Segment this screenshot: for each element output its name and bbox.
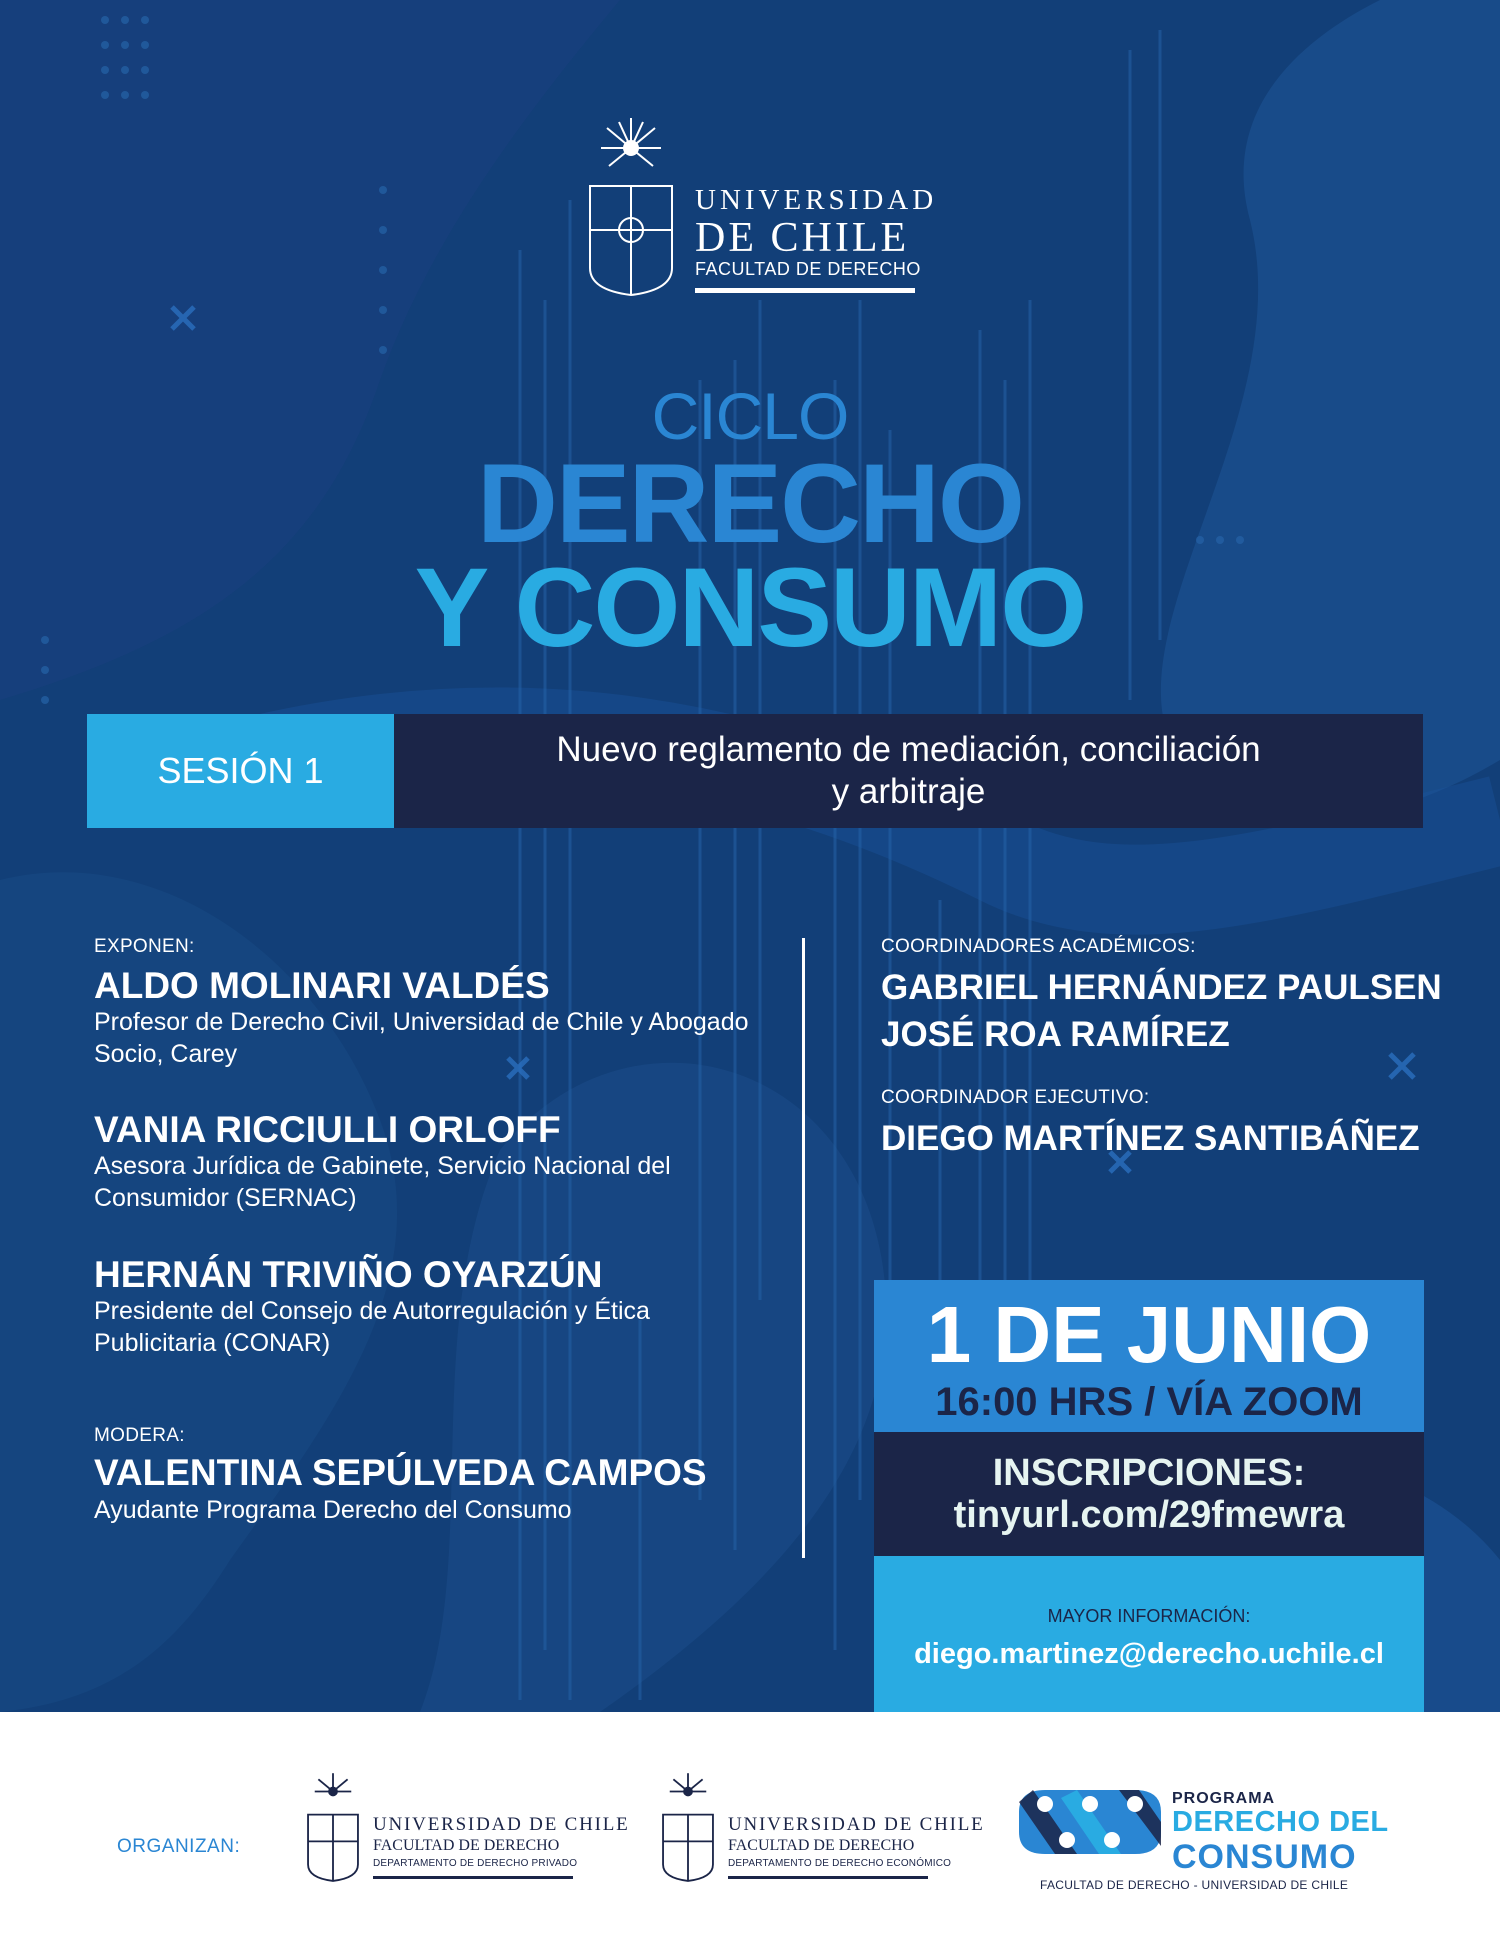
executive-coordinator-label: COORDINADOR EJECUTIVO: [881,1087,1150,1108]
speaker-name: ALDO MOLINARI VALDÉS [94,965,550,1006]
registration-label: INSCRIPCIONES: [992,1452,1306,1494]
logo-faculty-label: FACULTAD DE DERECHO [695,259,921,279]
column-divider [802,938,805,1558]
title-derecho: DERECHO [476,441,1024,566]
logo-university-label: UNIVERSIDAD [695,184,938,216]
logo2-line2: FACULTAD DE DERECHO [728,1837,915,1854]
speaker-description: Presidente del Consejo de Autorregulación y Ética Publicitaria (CONAR) [94,1297,650,1357]
logo1-rule [373,1876,573,1879]
logo-chile-label: DE CHILE [695,215,910,261]
logo1-line1: UNIVERSIDAD DE CHILE [373,1814,630,1835]
title-ciclo: CICLO [651,379,849,453]
speaker-name: HERNÁN TRIVIÑO OYARZÚN [94,1254,603,1295]
logo1-line3: DEPARTAMENTO DE DERECHO PRIVADO [373,1858,578,1869]
coordinator-name: GABRIEL HERNÁNDEZ PAULSEN [881,968,1442,1007]
moderator-description: Ayudante Programa Derecho del Consumo [94,1496,572,1524]
university-crest-icon [305,1772,361,1884]
speaker-name: VANIA RICCIULLI ORLOFF [94,1109,561,1150]
program-title-line1: DERECHO DEL [1172,1806,1389,1838]
moderator-label: MODERA: [94,1425,185,1446]
date-box [874,1280,1424,1432]
program-title-line2: CONSUMO [1172,1838,1357,1876]
program-small-label: PROGRAMA [1172,1790,1276,1807]
program-footer-text: FACULTAD DE DERECHO - UNIVERSIDAD DE CHILE [1040,1878,1349,1892]
organizer-logo-private-law [305,1772,630,1892]
session-topic-line1: Nuevo reglamento de mediación, conciliación [556,730,1261,769]
speakers-label: EXPONEN: [94,936,195,957]
info-box [874,1556,1424,1712]
event-date: 1 DE JUNIO [926,1290,1372,1379]
organizers-label: ORGANIZAN: [117,1836,241,1857]
logo2-rule [728,1876,928,1879]
session-topic-line2: y arbitraje [831,772,986,811]
logo2-line1: UNIVERSIDAD DE CHILE [728,1814,985,1835]
program-logo [1015,1782,1395,1892]
info-label: MAYOR INFORMACIÓN: [1047,1606,1251,1626]
session-label: SESIÓN 1 [87,714,394,828]
organizer-logo-economic-law [660,1772,985,1892]
registration-box [874,1432,1424,1556]
event-time: 16:00 HRS / VÍA ZOOM [935,1380,1363,1424]
program-links-icon [1015,1782,1165,1872]
logo-rule [695,288,915,293]
university-crest-icon [585,118,677,298]
speaker-description: Profesor de Derecho Civil, Universidad de Chile y Abogado Socio, Carey [94,1008,749,1068]
academic-coordinators-label: COORDINADORES ACADÉMICOS: [881,936,1196,957]
coordinator-name: JOSÉ ROA RAMÍREZ [881,1015,1230,1054]
university-logo [585,118,938,298]
info-email-link[interactable]: diego.martinez@derecho.uchile.cl [914,1638,1384,1670]
university-crest-icon [660,1772,716,1884]
registration-link[interactable]: tinyurl.com/29fmewra [953,1494,1345,1536]
executive-coordinator-name: DIEGO MARTÍNEZ SANTIBÁÑEZ [881,1119,1420,1158]
logo1-line2: FACULTAD DE DERECHO [373,1837,560,1854]
title-consumo: Y CONSUMO [414,545,1086,670]
session-topic [394,714,1423,828]
logo2-line3: DEPARTAMENTO DE DERECHO ECONÓMICO [728,1858,952,1869]
speaker-description: Asesora Jurídica de Gabinete, Servicio Nacional del Consumidor (SERNAC) [94,1152,671,1212]
moderator-name: VALENTINA SEPÚLVEDA CAMPOS [94,1452,707,1493]
